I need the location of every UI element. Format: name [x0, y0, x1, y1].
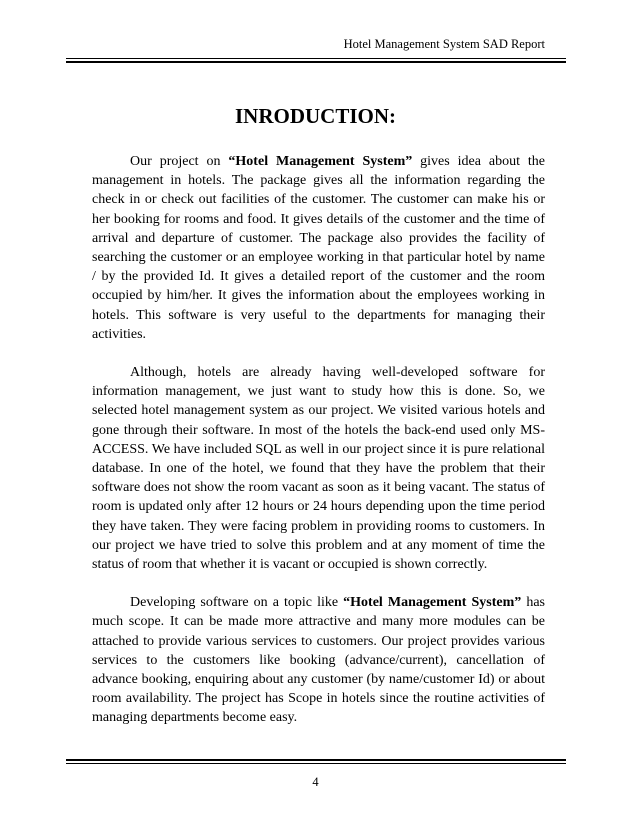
paragraph-1-emphasis: “Hotel Management System” — [228, 154, 413, 169]
paragraph-3-lead: Developing software on a topic like — [130, 595, 344, 611]
paragraph-3-emphasis: “Hotel Management System” — [343, 595, 522, 611]
page-title: INRODUCTION: — [234, 104, 396, 128]
paragraph-2: Although, hotels are already having well-developed software for information management, we just want to study how this is done. So, we selected hotel management system as our project. We visited various hotels and gone through their software. In most of the hotels the back-end used only MS-ACCESS. We have included SQL as well in our project since it is pure relational database. In one of the hotel, we found that they have the problem that their software does not show the room vacant as soon as it being vacant. The status of room is updated only after 12 hours or 24 hours depending upon the time period they have taken. They were facing problem in providing rooms to customers. In our project we have tried to solve this problem and at any moment of time the status of room that whether it is vacant or occupied is shown correctly. — [92, 365, 545, 573]
paragraph-3 — [92, 593, 545, 727]
paragraph-3-rest: has much scope. It can be made more attractive and many more modules can be attached to provide various services to customers. Our project provides various services to the customers like booking (advance/current), cancellation of advance booking, enquiring about any customer (by name/customer Id) or about room availability. The project has Scope in hotels since the routine activities of managing departments become easy. — [92, 595, 545, 726]
paragraph-1-rest: gives idea about the management in hotels. The package gives all the information regarding the check in or check out facilities of the customer. The customer can make his or her booking for rooms and food. It gives details of the customer and the time of arrival and departure of customer. The package also provides the facility of searching the customer or an employee working in that particular hotel by name / by the provided Id. It gives a detailed report of the customer and the room occupied by him/her. It gives the information about the employees working in hotels. This software is very useful to the departments for managing their activities. — [92, 154, 545, 342]
footer-rule — [66, 759, 566, 764]
running-header: Hotel Management System SAD Report — [343, 37, 545, 51]
paragraph-1-lead: Our project on — [130, 154, 229, 169]
paragraph-1 — [92, 152, 545, 344]
body-text — [92, 152, 545, 747]
header-rule — [66, 58, 566, 63]
page-number: 4 — [312, 775, 319, 789]
